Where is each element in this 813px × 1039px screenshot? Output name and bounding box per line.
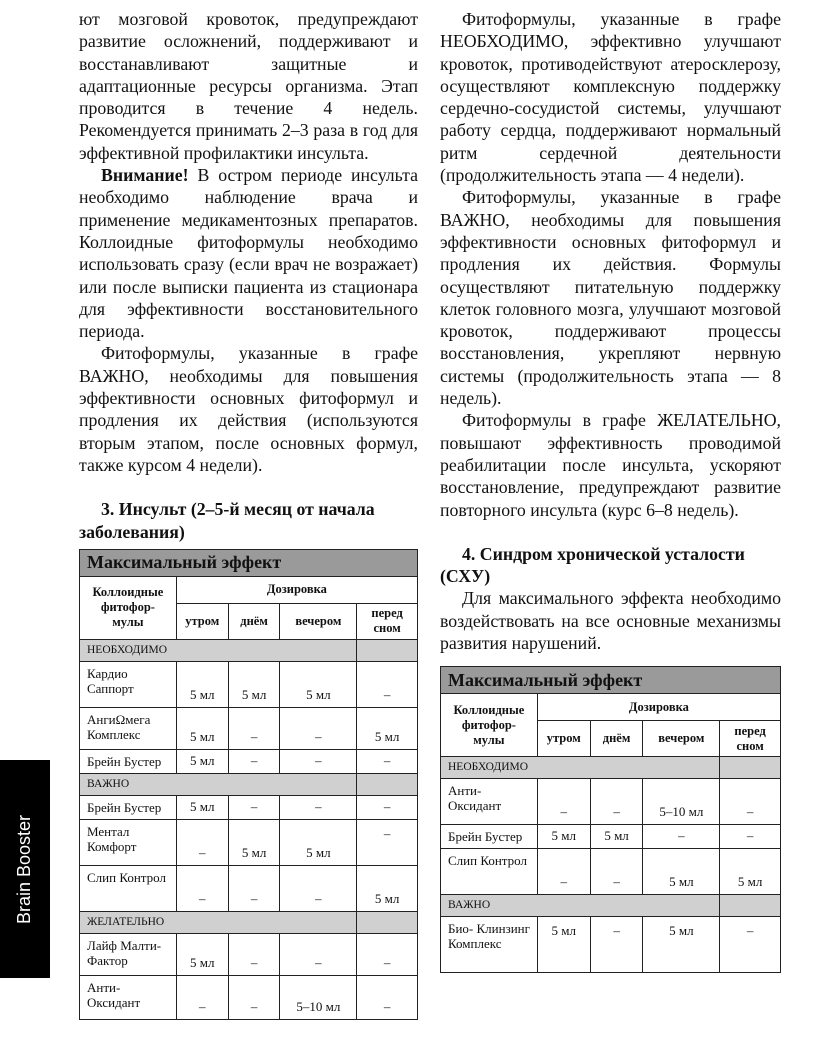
dose-cell: –	[357, 933, 418, 975]
dose-cell: 5 мл	[357, 865, 418, 911]
category-row: ВАЖНО	[80, 773, 357, 795]
col-header-evening: вечером	[643, 721, 720, 757]
table-row	[80, 933, 418, 975]
table-row	[80, 661, 418, 707]
row-name: Анти- Оксидант	[80, 975, 177, 1019]
table-row	[80, 975, 418, 1019]
paragraph: Фитоформулы, указанные в графе ВАЖНО, необходимы для повышения эффективности основных фитоформул и продления их действия (используются вторым этапом, после основных формул, также курсом 4 недели).	[79, 343, 418, 475]
dose-cell: –	[176, 865, 228, 911]
dose-cell: –	[280, 749, 357, 773]
dose-cell: 5 мл	[176, 795, 228, 819]
row-name: Брейн Бустер	[80, 749, 177, 773]
category-cell	[357, 911, 418, 933]
dose-cell: 5 мл	[643, 917, 720, 973]
section-heading: 3. Инсульт (2–5-й месяц от начала заболевания)	[79, 499, 375, 542]
col-header-dose: Дозировка	[537, 694, 780, 721]
dose-cell: 5 мл	[176, 707, 228, 749]
dose-cell: –	[357, 795, 418, 819]
dose-cell: 5 мл	[537, 917, 590, 973]
table-title: Максимальный эффект	[441, 667, 781, 694]
paragraph: Для максимального эффекта необходимо воздействовать на все основные механизмы развития нарушений.	[440, 588, 781, 654]
dose-cell: 5 мл	[720, 849, 781, 895]
paragraph: Фитоформулы, указанные в графе ВАЖНО, необходимы для повышения эффективности основных фитоформул и продления их действия. Формулы осуществляют питательную поддержку клеток головного мозга, улучшают мозговой кровоток, поддерживают процессы восстановления, укрепляют нервную системы (продолжительность этапа — 8 недель).	[440, 187, 781, 409]
warning-paragraph	[79, 164, 418, 342]
dose-cell: –	[176, 819, 228, 865]
row-name: Слип Контрол	[80, 865, 177, 911]
dosage-table	[79, 549, 418, 1020]
dose-cell: –	[590, 779, 643, 825]
col-header-bedtime: перед сном	[357, 603, 418, 639]
dose-cell: –	[176, 975, 228, 1019]
dose-cell: –	[280, 707, 357, 749]
dose-cell: –	[280, 933, 357, 975]
category-cell	[720, 757, 781, 779]
dose-cell: 5 мл	[176, 933, 228, 975]
row-name: Анти- Оксидант	[441, 779, 538, 825]
table-row	[80, 865, 418, 911]
col-header-bedtime: перед сном	[720, 721, 781, 757]
col-header-day: днём	[590, 721, 643, 757]
dose-cell: –	[228, 749, 280, 773]
row-name: Слип Контрол	[441, 849, 538, 895]
dose-cell: –	[720, 825, 781, 849]
category-row: ВАЖНО	[441, 895, 720, 917]
dose-cell: –	[537, 849, 590, 895]
dose-cell: 5 мл	[228, 819, 280, 865]
dose-cell: –	[720, 779, 781, 825]
dose-cell: –	[228, 975, 280, 1019]
dose-cell: 5 мл	[357, 707, 418, 749]
dose-cell: 5 мл	[537, 825, 590, 849]
category-cell	[357, 639, 418, 661]
row-name: АнгиΩмега Комплекс	[80, 707, 177, 749]
col-header-morning: утром	[176, 603, 228, 639]
dosage-table	[440, 666, 781, 973]
row-name: Кардио Саппорт	[80, 661, 177, 707]
category-row: ЖЕЛАТЕЛЬНО	[80, 911, 357, 933]
col-header-morning: утром	[537, 721, 590, 757]
warning-text: В остром периоде инсульта необходимо наблюдение врача и применение медикаментозных препаратов. Коллоидные фитоформулы необходимо использовать сразу (если врач не возражает) или после выписки пациента из стационара для эффективности восстановительного периода.	[79, 165, 418, 342]
table-row	[80, 819, 418, 865]
dose-cell: 5 мл	[228, 661, 280, 707]
row-name: Био- Клинзинг Комплекс	[441, 917, 538, 973]
dose-cell: 5–10 мл	[643, 779, 720, 825]
dose-cell: –	[590, 917, 643, 973]
paragraph: ют мозговой кровоток, предупреждают развитие осложнений, поддерживают и восстанавливают защитные и адаптационные ресурсы организма. Этап проводится в течение 4 недель. Рекомендуется принимать 2–3 раза в год для эффективной профилактики инсульта.	[79, 9, 418, 163]
dose-cell: 5 мл	[590, 825, 643, 849]
dose-cell: –	[357, 819, 418, 865]
dose-cell: –	[537, 779, 590, 825]
category-row: НЕОБХОДИМО	[441, 757, 720, 779]
side-tab	[0, 760, 50, 978]
table-row	[441, 825, 781, 849]
dose-cell: –	[228, 795, 280, 819]
table-row	[441, 917, 781, 973]
dose-cell: –	[228, 933, 280, 975]
dose-cell: 5 мл	[176, 661, 228, 707]
col-header-name: Коллоидные фитофор- мулы	[441, 694, 538, 757]
category-cell	[720, 895, 781, 917]
table-row	[441, 849, 781, 895]
row-name: Лайф Малти-Фактор	[80, 933, 177, 975]
paragraph: Фитоформулы, указанные в графе НЕОБХОДИМО, эффективно улучшают кровоток, противодействуют атеросклерозу, осуществляют комплексную поддержку сердечно-сосудистой системы, улучшают работу сердца, поддерживают нормальный ритм сердечной деятельности (продолжительность этапа — 4 недели).	[440, 9, 781, 186]
warning-label: Внимание!	[101, 165, 189, 186]
category-cell	[357, 773, 418, 795]
paragraph: Фитоформулы в графе ЖЕЛАТЕЛЬНО, повышают эффективность проводимой реабилитации после инсульта, ускоряют восстановление, предупреждают развитие повторного инсульта (курс 6–8 недель).	[440, 410, 781, 520]
dose-cell: –	[357, 661, 418, 707]
table-title: Максимальный эффект	[80, 549, 418, 576]
dose-cell: –	[590, 849, 643, 895]
table-row	[441, 779, 781, 825]
right-column	[440, 0, 781, 973]
col-header-dose: Дозировка	[176, 576, 417, 603]
table-row	[80, 707, 418, 749]
dose-cell: 5 мл	[280, 661, 357, 707]
dose-cell: –	[228, 707, 280, 749]
section-heading: 4. Синдром хронической усталости (СХУ)	[440, 543, 745, 587]
col-header-name: Коллоидные фитофор- мулы	[80, 576, 177, 639]
dose-cell: –	[357, 975, 418, 1019]
table-row	[80, 795, 418, 819]
col-header-day: днём	[228, 603, 280, 639]
dose-cell: 5 мл	[176, 749, 228, 773]
dose-cell: 5 мл	[643, 849, 720, 895]
dose-cell: 5 мл	[280, 819, 357, 865]
col-header-evening: вечером	[280, 603, 357, 639]
dose-cell: –	[228, 865, 280, 911]
left-column	[79, 0, 418, 1020]
category-row: НЕОБХОДИМО	[80, 639, 357, 661]
table-row	[80, 749, 418, 773]
row-name: Брейн Бустер	[441, 825, 538, 849]
dose-cell: –	[280, 795, 357, 819]
dose-cell: –	[280, 865, 357, 911]
row-name: Брейн Бустер	[80, 795, 177, 819]
dose-cell: 5–10 мл	[280, 975, 357, 1019]
dose-cell: –	[720, 917, 781, 973]
dose-cell: –	[357, 749, 418, 773]
side-tab-label: Brain Booster	[14, 814, 35, 924]
row-name: Ментал Комфорт	[80, 819, 177, 865]
dose-cell: –	[643, 825, 720, 849]
